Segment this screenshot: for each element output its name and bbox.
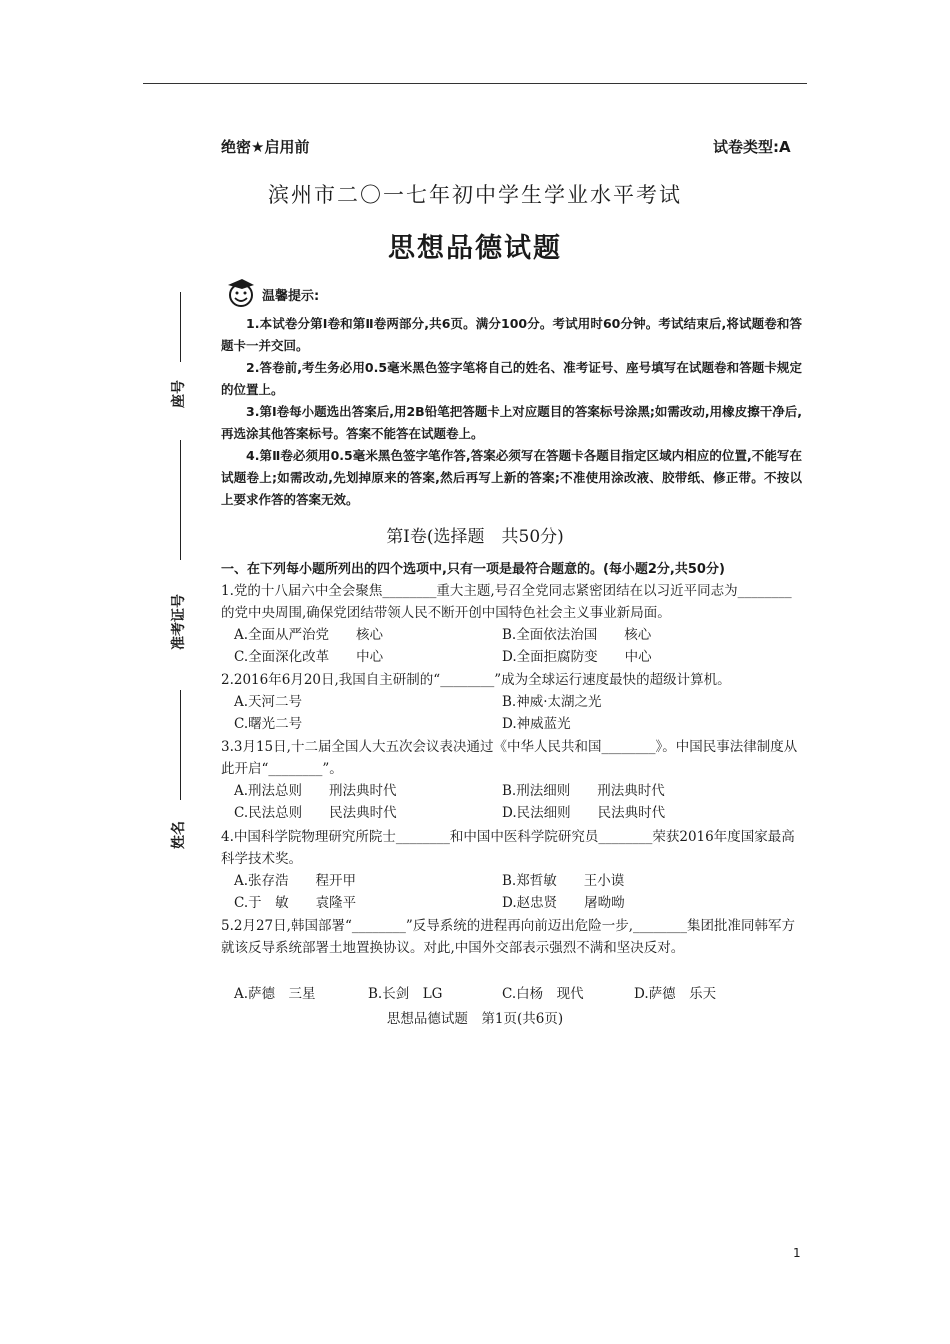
option-a: A.刑法总则 刑法典时代	[234, 783, 397, 799]
option-a: A.全面从严治党 核心	[234, 627, 384, 643]
option-d: D.赵忠贤 屠呦呦	[502, 895, 625, 911]
notice-item: 2.答卷前,考生务必用0.5毫米黑色签字笔将自己的姓名、准考证号、座号填写在试题卷和答题卡规定的位置上。	[221, 360, 802, 397]
exam-title: 滨州市二〇一七年初中学生学业水平考试	[268, 183, 682, 207]
question-text: 4.中国科学院物理研究所院士________和中国中医科学院研究员________荣获2016年度国家最高科学技术奖。	[221, 829, 795, 867]
seat-label: 座号	[171, 380, 187, 408]
secret-label: 绝密★启用前	[221, 138, 310, 156]
option-b: B.郑哲敏 王小谟	[502, 873, 625, 889]
question-text: 1.党的十八届六中全会聚焦________重大主题,号召全党同志紧密团结在以习近平同志为________的党中央周围,确保党团结带领人民不断开创中国特色社会主义事业新局面。	[221, 583, 792, 621]
option-d: D.全面拒腐防变 中心	[502, 649, 652, 665]
option-c: C.于 敏 袁隆平	[234, 895, 357, 911]
notice-item: 1.本试卷分第Ⅰ卷和第Ⅱ卷两部分,共6页。满分100分。考试用时60分钟。考试结束后,将试题卷和答题卡一并交回。	[221, 316, 802, 353]
option-c: C.民法总则 民法典时代	[234, 805, 397, 821]
option-a: A.天河二号	[234, 694, 303, 710]
top-rule	[143, 83, 807, 84]
option-a: A.张存浩 程开甲	[234, 873, 357, 889]
section-instruction: 一、在下列每小题所列出的四个选项中,只有一项是最符合题意的。(每小题2分,共50分)	[221, 562, 725, 577]
question-2-stem	[221, 669, 802, 691]
option-d: D.民法细则 民法典时代	[502, 805, 666, 821]
question-3-stem	[221, 736, 802, 780]
question-text: 2.2016年6月20日,我国自主研制的“________”成为全球运行速度最快的超级计算机。	[221, 672, 731, 688]
option-b: B.刑法细则 刑法典时代	[502, 783, 665, 799]
option-c: C.白杨 现代	[502, 986, 584, 1002]
option-b: B.长剑 LG	[368, 986, 443, 1002]
name-label: 姓名	[171, 821, 187, 849]
page-footer: 思想品德试题 第1页(共6页)	[386, 1011, 564, 1027]
notice-item: 3.第Ⅰ卷每小题选出答案后,用2B铅笔把答题卡上对应题目的答案标号涂黑;如需改动,用橡皮擦干净后,再选涂其他答案标号。答案不能答在试题卷上。	[221, 404, 802, 441]
question-5-stem	[221, 915, 802, 959]
option-a: A.萨德 三星	[234, 986, 316, 1002]
notice-item: 4.第Ⅱ卷必须用0.5毫米黑色签字笔作答,答案必须写在答题卡各题目指定区域内相应的位置,不能写在试题卷上;如需改动,先划掉原来的答案,然后再写上新的答案;不准使用涂改液、胶带纸、修正带。不按以上要求作答的答案无效。	[221, 448, 802, 507]
seat-line	[180, 292, 181, 362]
question-text: 3.3月15日,十二届全国人大五次会议表决通过《中华人民共和国________》。中国民事法律制度从此开启“________”。	[221, 739, 798, 777]
option-d: D.萨德 乐天	[634, 986, 717, 1002]
question-4-stem	[221, 826, 802, 870]
option-b: B.神威·太湖之光	[502, 694, 602, 710]
option-d: D.神威蓝光	[502, 716, 571, 732]
smiley-icon	[224, 276, 258, 310]
question-text: 5.2月27日,韩国部署“________”反导系统的进程再向前迈出危险一步,________集团批准同韩军方就该反导系统部署土地置换协议。对此,中国外交部表示强烈不满和坚决反对。	[221, 918, 796, 956]
notice-label: 温馨提示:	[262, 289, 320, 304]
option-c: C.曙光二号	[234, 716, 303, 732]
question-1-stem	[221, 580, 802, 624]
admission-label: 准考证号	[171, 594, 187, 650]
notice-list	[221, 313, 802, 511]
page-number: 1	[793, 1246, 801, 1260]
option-c: C.全面深化改革 中心	[234, 649, 384, 665]
option-b: B.全面依法治国 核心	[502, 627, 652, 643]
name-line	[180, 690, 181, 800]
section-title: 第Ⅰ卷(选择题 共50分)	[386, 527, 564, 547]
subject-title: 思想品德试题	[388, 233, 562, 264]
paper-type: 试卷类型:A	[713, 138, 791, 156]
